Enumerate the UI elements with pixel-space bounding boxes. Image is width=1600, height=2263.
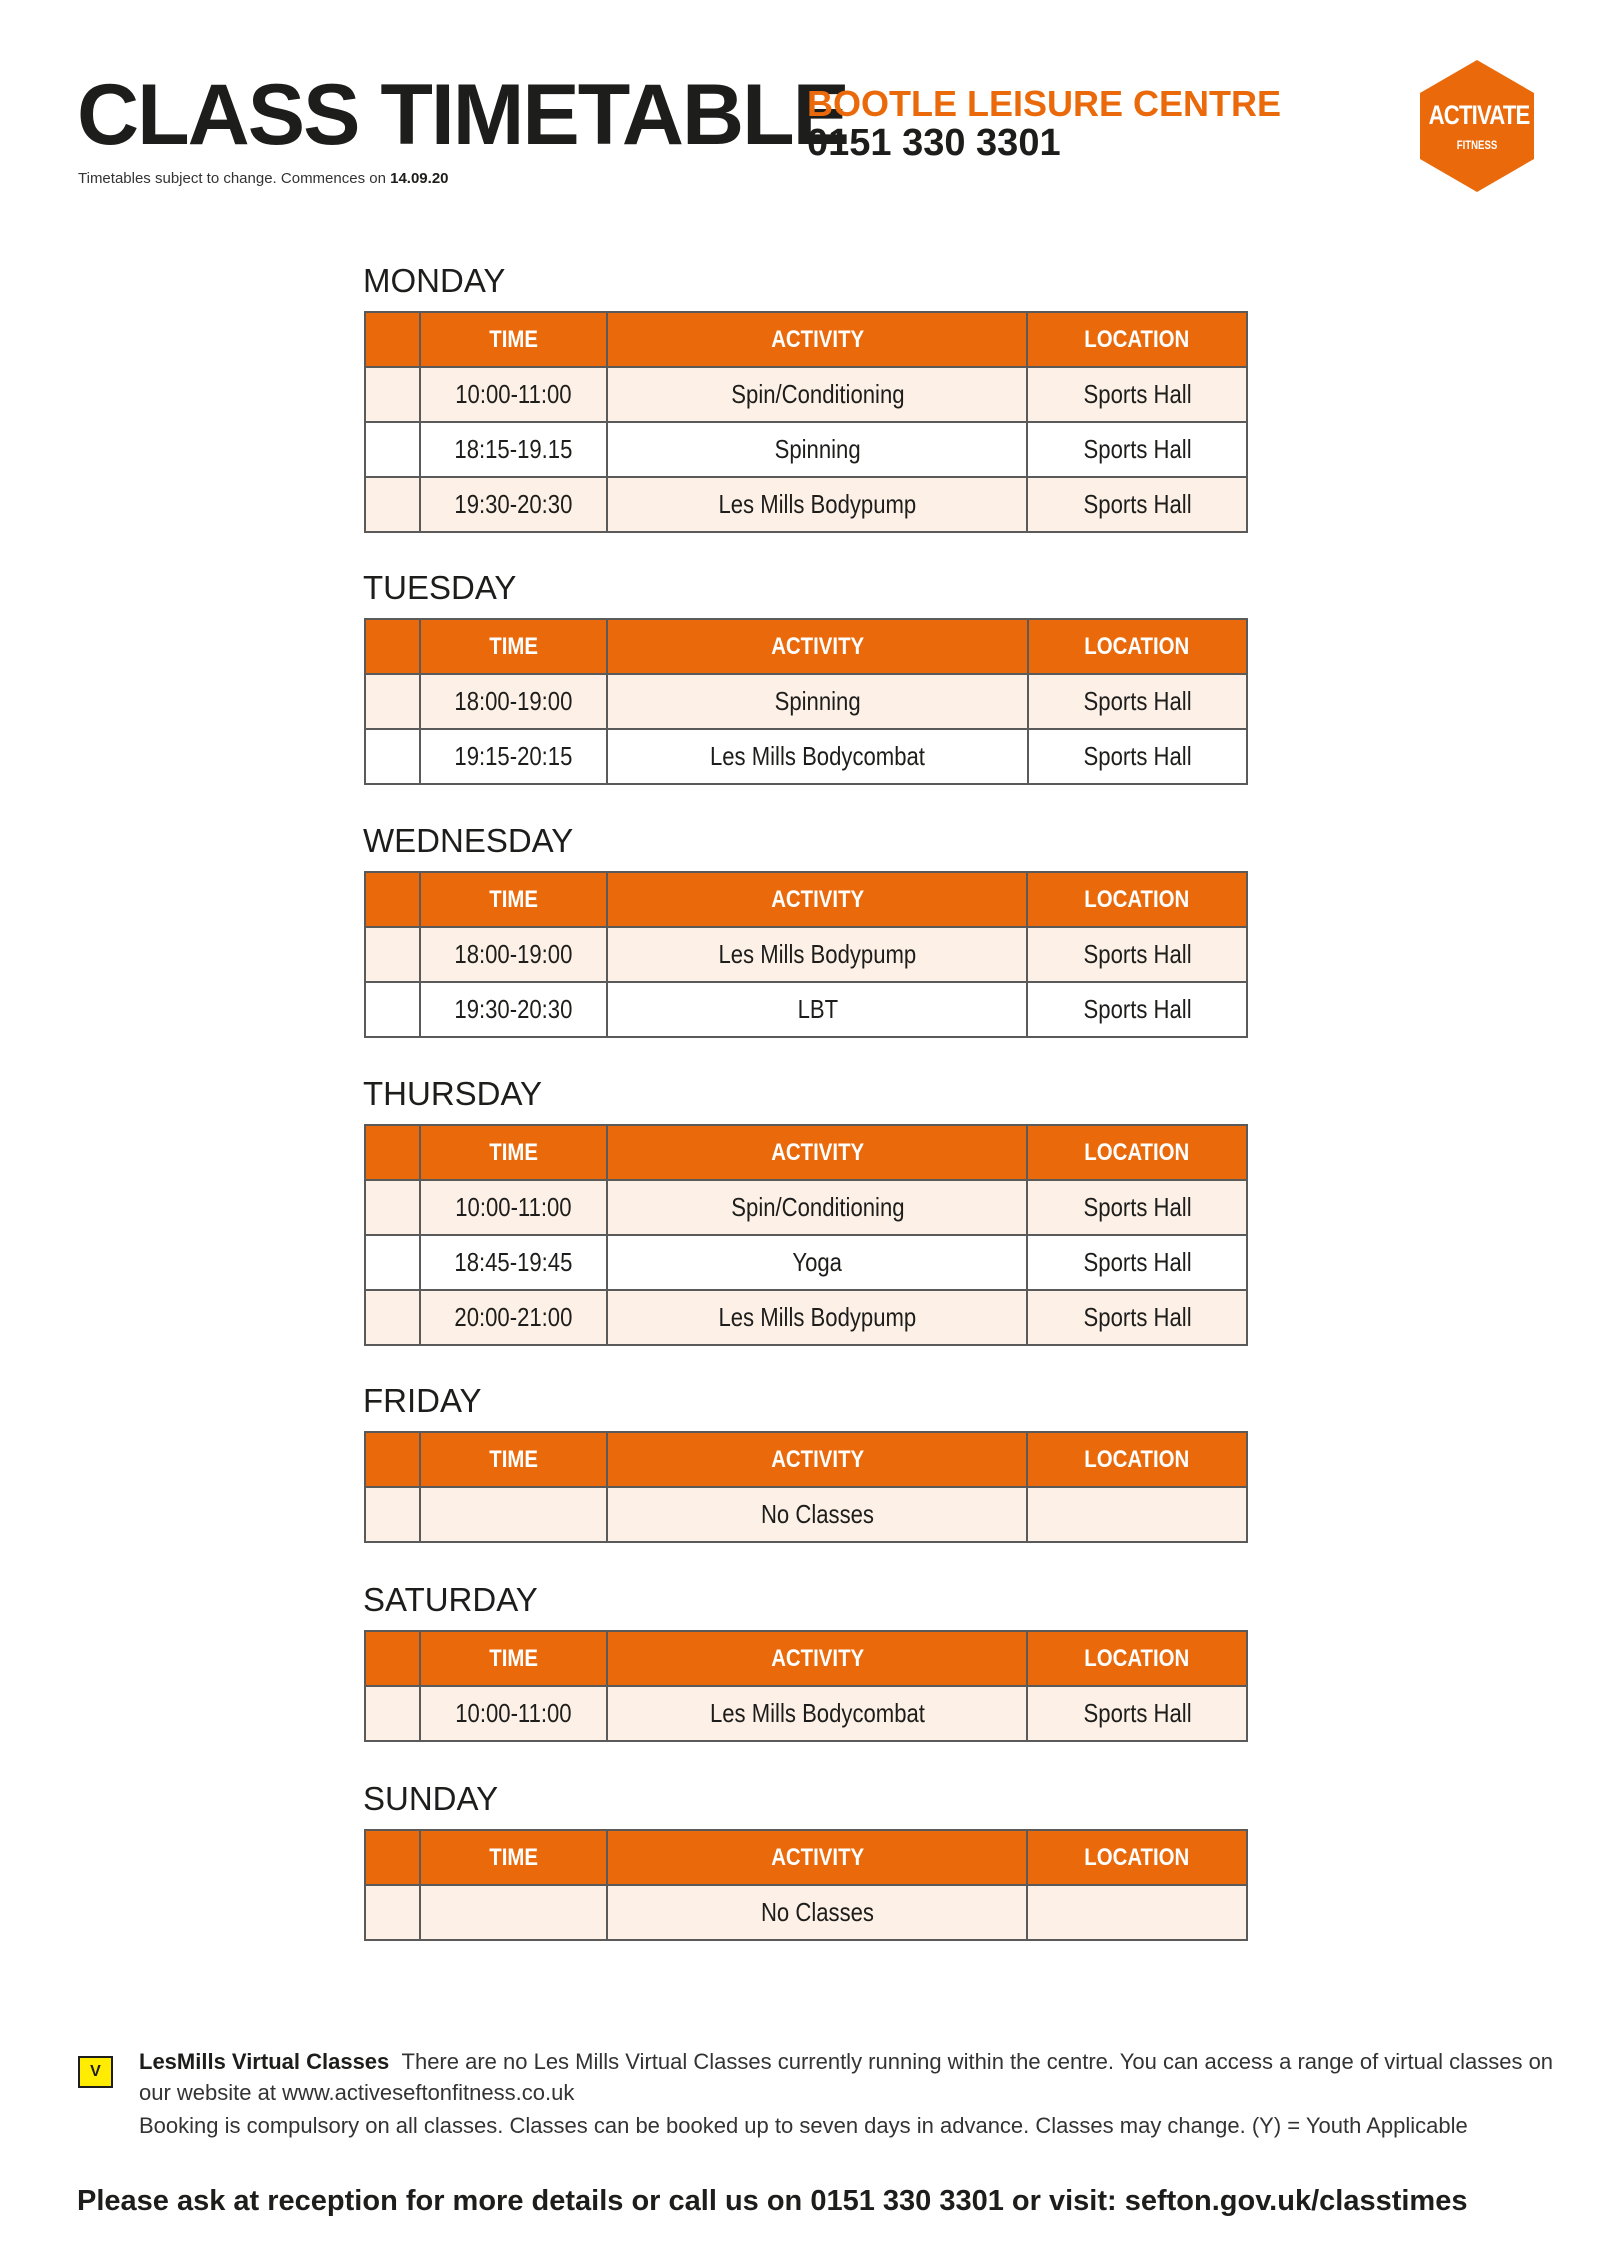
header-blank [365,1125,420,1180]
table-row [365,477,1247,532]
timetable-saturday [364,1630,1248,1742]
time-cell-text: 18:00-19:00 [454,939,573,969]
header-time [420,1432,608,1487]
activity-cell-text: Les Mills Bodycombat [709,1698,925,1728]
virtual-badge: V [78,2056,113,2088]
table-header-row [365,1125,1247,1180]
header-location-label: LOCATION [1084,1644,1190,1672]
header-time [420,1125,608,1180]
location-cell-text: Sports Hall [1083,1247,1192,1277]
header-activity [607,619,1027,674]
location-cell-text: Sports Hall [1083,1698,1192,1728]
table-header-row [365,872,1247,927]
day-heading-sunday: SUNDAY [363,1780,499,1817]
activity-cell [607,1180,1027,1235]
location-cell [1027,1180,1247,1235]
table-row [365,729,1247,784]
time-cell [420,729,608,784]
header-time-label: TIME [489,1445,538,1473]
activity-cell-text: Spinning [774,434,861,464]
page-title: CLASS TIMETABLE [77,67,849,163]
activity-cell [607,1885,1027,1940]
virtual-classes-title: LesMills Virtual Classes [139,2049,390,2074]
time-cell [420,1487,608,1542]
table-header-row [365,1631,1247,1686]
time-cell-text: 18:45-19:45 [454,1247,573,1277]
activity-cell [607,422,1027,477]
booking-note: Booking is compulsory on all classes. Classes can be booked up to seven days in advance. Classes may change. (Y) = Youth Applicable [139,2113,1468,2138]
location-cell [1027,1235,1247,1290]
header-location-label: LOCATION [1084,632,1190,660]
logo-main-text: ACTIVATE [1428,100,1530,130]
activity-cell [607,729,1027,784]
activity-cell-text: No Classes [760,1499,874,1529]
time-cell-text: 19:15-20:15 [454,741,573,771]
virtual-classes-note [139,2046,1559,2108]
location-cell [1027,477,1247,532]
day-heading-wednesday: WEDNESDAY [363,822,574,859]
activity-cell-text: Spin/Conditioning [730,1192,905,1222]
location-cell-text: Sports Hall [1083,1302,1192,1332]
header-activity [607,312,1027,367]
logo-sub-text: FITNESS [1456,138,1498,152]
timetable-tuesday [364,618,1248,785]
row-marker-cell [365,927,420,982]
time-cell [420,982,608,1037]
activity-cell-text: No Classes [760,1897,874,1927]
header-location [1027,1830,1247,1885]
time-cell-text: 10:00-11:00 [455,1698,572,1728]
time-cell-text: 19:30-20:30 [454,489,573,519]
header-location [1027,1631,1247,1686]
activity-cell [607,1235,1027,1290]
table-row [365,1180,1247,1235]
location-cell [1027,1290,1247,1345]
time-cell-text: 10:00-11:00 [455,379,572,409]
header-blank [365,872,420,927]
centre-phone: 0151 330 3301 [807,122,1061,164]
location-cell [1028,674,1248,729]
header-blank [365,312,420,367]
location-cell [1027,367,1247,422]
time-cell-text: 18:00-19:00 [454,686,573,716]
row-marker-cell [365,982,420,1037]
header-activity-label: ACTIVITY [770,1644,864,1672]
table-header-row [365,619,1247,674]
header-activity-label: ACTIVITY [770,1138,864,1166]
row-marker-cell [365,477,420,532]
header-activity [607,1125,1027,1180]
header-blank [365,619,420,674]
header-activity [607,872,1027,927]
header-time [420,619,608,674]
time-cell [420,1180,608,1235]
header-location-label: LOCATION [1084,1445,1190,1473]
location-cell [1027,1487,1247,1542]
activate-fitness-logo [1418,58,1536,194]
activity-cell [607,1686,1027,1741]
day-heading-monday: MONDAY [363,262,506,299]
header-time [420,872,608,927]
activity-cell [607,367,1027,422]
timetable-subtitle [78,170,449,187]
activity-cell-text: Spinning [774,686,861,716]
table-row [365,422,1247,477]
location-cell-text: Sports Hall [1083,686,1192,716]
activity-cell-text: Les Mills Bodypump [718,489,917,519]
location-cell [1027,982,1247,1037]
row-marker-cell [365,1487,420,1542]
location-cell [1027,1686,1247,1741]
subtitle-text: Timetables subject to change. Commences on [78,170,391,187]
time-cell [420,367,608,422]
time-cell-text: 10:00-11:00 [455,1192,572,1222]
table-row [365,1885,1247,1940]
row-marker-cell [365,1885,420,1940]
location-cell-text: Sports Hall [1083,379,1192,409]
table-row [365,367,1247,422]
header-activity-label: ACTIVITY [770,885,864,913]
activity-cell-text: Les Mills Bodycombat [709,741,925,771]
row-marker-cell [365,367,420,422]
header-time [420,312,608,367]
row-marker-cell [365,422,420,477]
header-time [420,1631,608,1686]
time-cell-text: 20:00-21:00 [454,1302,573,1332]
timetable-monday [364,311,1248,533]
activity-cell [607,927,1027,982]
location-cell-text: Sports Hall [1083,994,1192,1024]
time-cell [420,1885,608,1940]
table-row [365,1487,1247,1542]
header-location [1027,872,1247,927]
activity-cell [607,982,1027,1037]
timetable-sunday [364,1829,1248,1941]
header-time-label: TIME [489,325,538,353]
header-time-label: TIME [489,1138,538,1166]
footer-contact: Please ask at reception for more details or call us on 0151 330 3301 or visit: sefton.gov.uk/classtimes [77,2185,1468,2217]
header-location-label: LOCATION [1084,1843,1190,1871]
header-activity-label: ACTIVITY [770,632,864,660]
table-row [365,1290,1247,1345]
location-cell [1027,422,1247,477]
header-activity-label: ACTIVITY [770,1445,864,1473]
activity-cell [607,674,1027,729]
header-blank [365,1830,420,1885]
header-location [1028,619,1248,674]
location-cell-text: Sports Hall [1083,1192,1192,1222]
row-marker-cell [365,1686,420,1741]
day-heading-thursday: THURSDAY [363,1075,543,1112]
header-time [420,1830,608,1885]
header-time-label: TIME [489,632,538,660]
location-cell-text: Sports Hall [1083,741,1192,771]
day-heading-friday: FRIDAY [363,1382,482,1419]
row-marker-cell [365,1235,420,1290]
header-time-label: TIME [489,1644,538,1672]
timetable-friday [364,1431,1248,1543]
commence-date: 14.09.20 [390,170,449,187]
location-cell-text: Sports Hall [1083,434,1192,464]
table-row [365,1235,1247,1290]
location-cell [1028,729,1248,784]
activity-cell-text: Les Mills Bodypump [718,939,917,969]
header-activity [607,1631,1027,1686]
header-time-label: TIME [489,885,538,913]
header-location-label: LOCATION [1084,325,1190,353]
time-cell [420,422,608,477]
header-location-label: LOCATION [1084,885,1190,913]
day-heading-tuesday: TUESDAY [363,569,517,606]
activity-cell-text: Les Mills Bodypump [718,1302,917,1332]
table-row [365,927,1247,982]
header-blank [365,1631,420,1686]
table-row [365,1686,1247,1741]
row-marker-cell [365,1290,420,1345]
location-cell-text: Sports Hall [1083,939,1192,969]
location-cell [1027,1885,1247,1940]
centre-name: BOOTLE LEISURE CENTRE [807,83,1282,124]
day-heading-saturday: SATURDAY [363,1581,538,1618]
table-header-row [365,312,1247,367]
time-cell [420,1686,608,1741]
time-cell [420,674,608,729]
time-cell-text: 19:30-20:30 [454,994,573,1024]
time-cell [420,477,608,532]
header-activity-label: ACTIVITY [770,325,864,353]
row-marker-cell [365,674,420,729]
time-cell [420,927,608,982]
location-cell-text: Sports Hall [1083,489,1192,519]
activity-cell-text: LBT [797,994,838,1024]
row-marker-cell [365,729,420,784]
header-location [1027,1125,1247,1180]
header-activity [607,1432,1027,1487]
header-location [1027,312,1247,367]
location-cell [1027,927,1247,982]
timetable-wednesday [364,871,1248,1038]
header-activity-label: ACTIVITY [770,1843,864,1871]
header-blank [365,1432,420,1487]
table-row [365,982,1247,1037]
activity-cell-text: Yoga [792,1247,843,1277]
time-cell [420,1290,608,1345]
table-header-row [365,1830,1247,1885]
timetable-thursday [364,1124,1248,1346]
activity-cell [607,1290,1027,1345]
header-time-label: TIME [489,1843,538,1871]
row-marker-cell [365,1180,420,1235]
header-location-label: LOCATION [1084,1138,1190,1166]
table-header-row [365,1432,1247,1487]
header-activity [607,1830,1027,1885]
virtual-classes-text: There are no Les Mills Virtual Classes currently running within the centre. You can access a range of virtual classes on our website at www.activeseftonfitness.co.uk [139,2049,1554,2105]
table-row [365,674,1247,729]
activity-cell [607,477,1027,532]
activity-cell-text: Spin/Conditioning [730,379,905,409]
activity-cell [607,1487,1027,1542]
time-cell-text: 18:15-19.15 [454,434,573,464]
header-location [1027,1432,1247,1487]
time-cell [420,1235,608,1290]
